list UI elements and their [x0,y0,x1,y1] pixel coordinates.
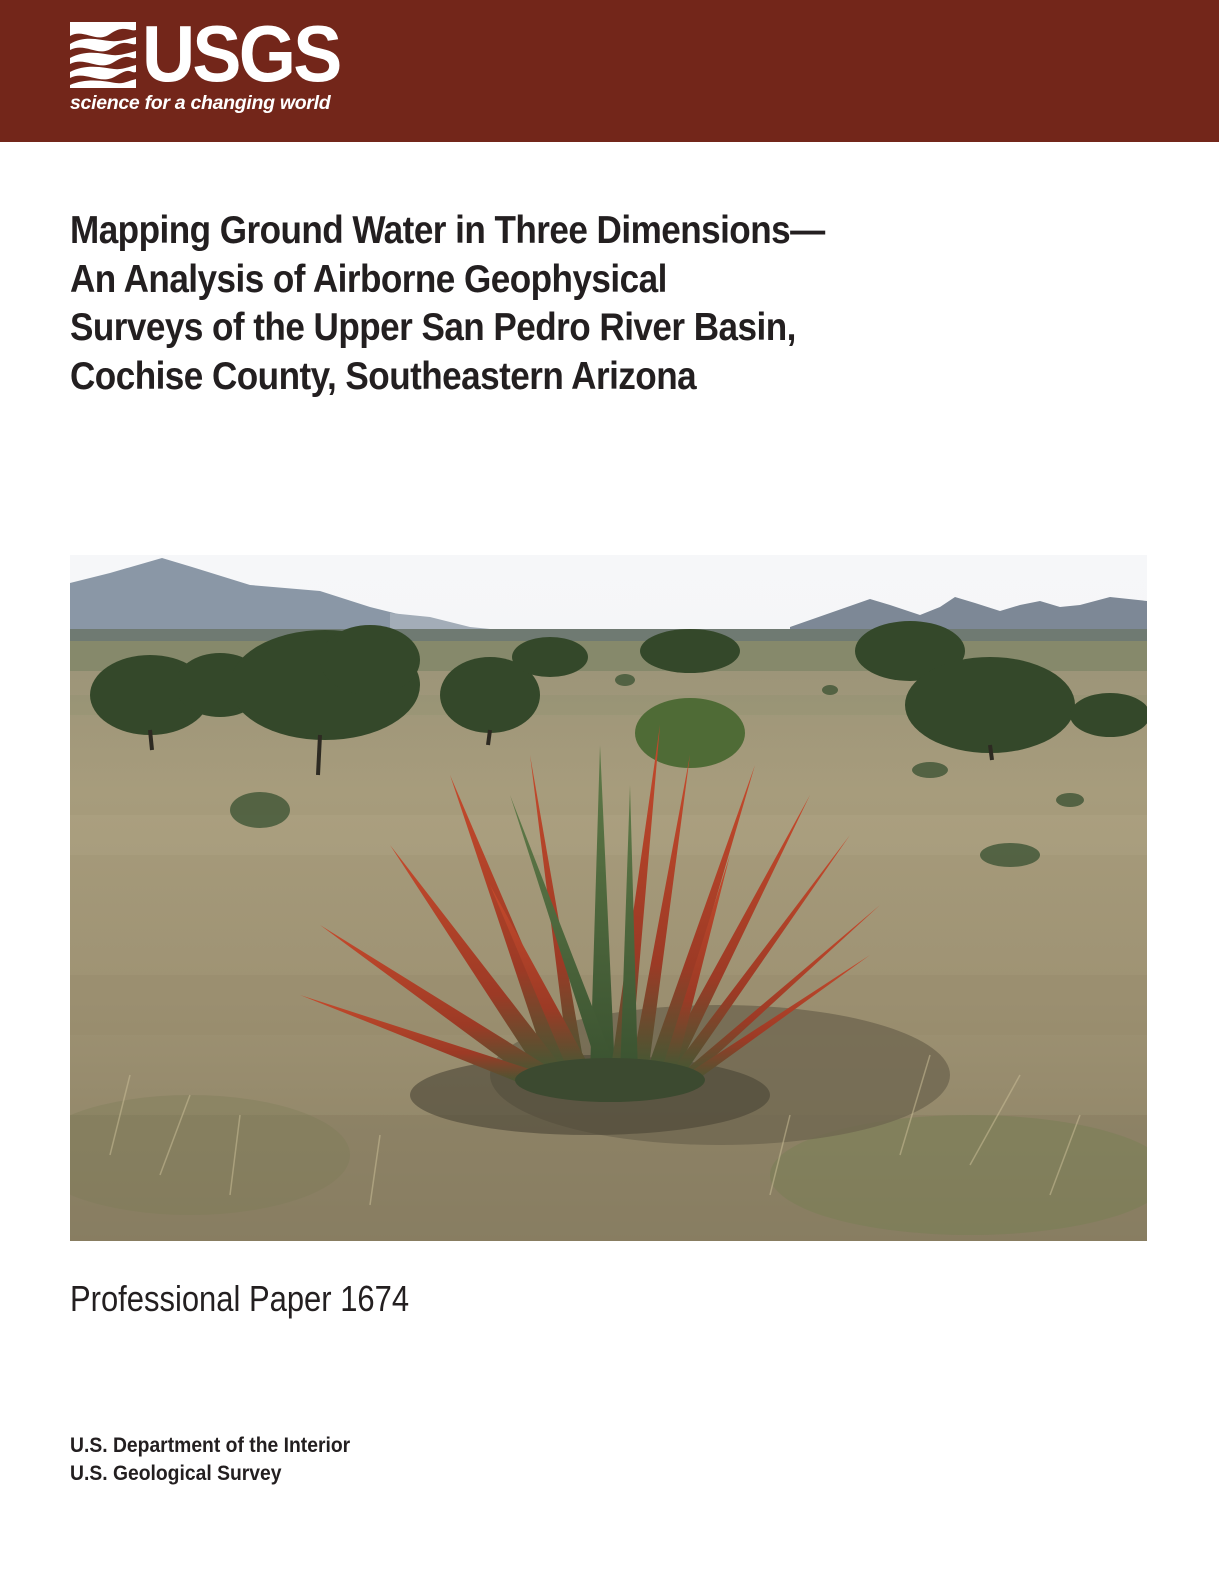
cover-photo-agave-grassland [70,555,1147,1241]
series-label: Professional Paper 1674 [70,1278,410,1319]
agency-block [70,1432,375,1488]
usgs-wordmark: USGS [142,9,340,98]
report-title [70,207,1070,401]
title-line-3: Surveys of the Upper San Pedro River Basin, [70,306,796,349]
usgs-tagline: science for a changing world [70,92,331,114]
cover-photo-illustration [70,555,1147,1241]
title-line-4: Cochise County, Southeastern Arizona [70,354,697,398]
title-line-2: An Analysis of Airborne Geophysical [70,257,667,301]
usgs-banner [0,0,1219,142]
title-line-1: Mapping Ground Water in Three Dimensions— [70,209,825,252]
usgs-logo [70,9,340,118]
agency-line-2: U.S. Geological Survey [70,1462,282,1485]
usgs-wave-logo-icon [70,22,136,88]
agency-line-1: U.S. Department of the Interior [70,1434,351,1457]
